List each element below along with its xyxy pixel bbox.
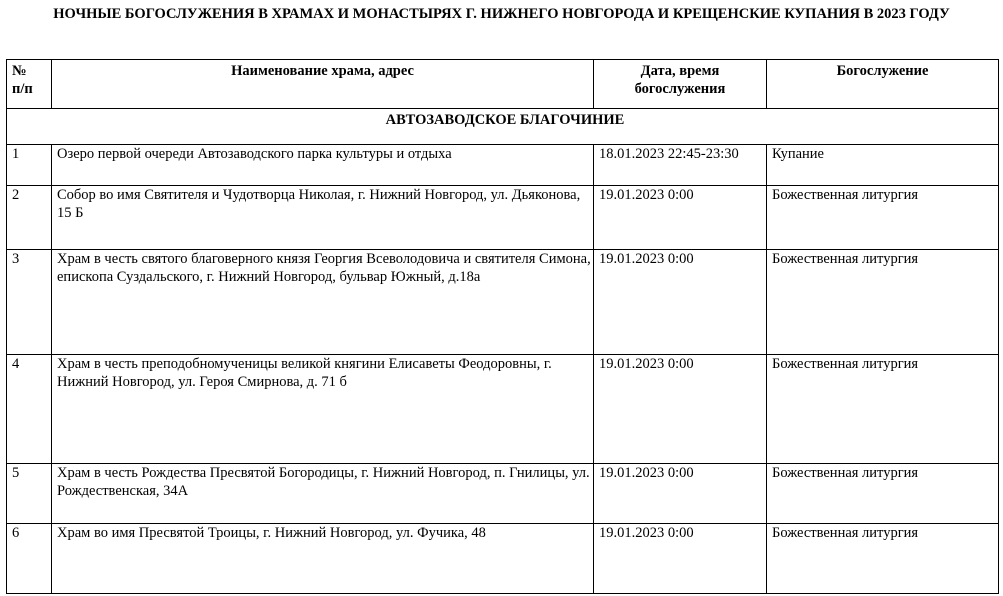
document-title: НОЧНЫЕ БОГОСЛУЖЕНИЯ В ХРАМАХ И МОНАСТЫРЯХ Г. НИЖНЕГО НОВГОРОДА И КРЕЩЕНСКИЕ КУПАНИЯ В 2023 ГОДУ: [53, 6, 950, 22]
table-row: [7, 250, 999, 355]
table-row: [7, 464, 999, 524]
row-number: 3: [7, 250, 52, 355]
header-name: Наименование храма, адрес: [52, 60, 594, 109]
header-number: [7, 60, 52, 109]
row-number: 5: [7, 464, 52, 524]
table-row: [7, 524, 999, 594]
row-service: Божественная литургия: [767, 186, 999, 250]
row-number: 1: [7, 145, 52, 186]
row-service: Божественная литургия: [767, 524, 999, 594]
row-number: 2: [7, 186, 52, 250]
row-name: Храм в честь Рождества Пресвятой Богородицы, г. Нижний Новгород, п. Гнилицы, ул. Рождественская, 34А: [52, 464, 594, 524]
header-datetime-line2: богослужения: [634, 81, 726, 97]
row-datetime: 19.01.2023 0:00: [594, 250, 767, 355]
table-row: [7, 355, 999, 464]
header-datetime-line1: Дата, время: [640, 63, 720, 79]
table-row: [7, 186, 999, 250]
row-name: Храм в честь святого благоверного князя Георгия Всеволодовича и святителя Симона, епископа Суздальского, г. Нижний Новгород, бульвар Южный, д.18а: [52, 250, 594, 355]
header-datetime: [594, 60, 767, 109]
row-datetime: 19.01.2023 0:00: [594, 355, 767, 464]
header-service: Богослужение: [767, 60, 999, 109]
row-datetime: 19.01.2023 0:00: [594, 464, 767, 524]
row-datetime: 19.01.2023 0:00: [594, 186, 767, 250]
row-name: Собор во имя Святителя и Чудотворца Николая, г. Нижний Новгород, ул. Дьяконова, 15 Б: [52, 186, 594, 250]
row-service: Божественная литургия: [767, 355, 999, 464]
header-number-line1: №: [12, 63, 27, 79]
header-number-line2: п/п: [12, 81, 33, 97]
row-service: Божественная литургия: [767, 464, 999, 524]
row-number: 6: [7, 524, 52, 594]
table-header-row: [7, 60, 999, 109]
row-name: Храм в честь преподобномученицы великой княгини Елисаветы Феодоровны, г. Нижний Новгород, ул. Героя Смирнова, д. 71 б: [52, 355, 594, 464]
section-row: [7, 109, 999, 145]
row-name: Храм во имя Пресвятой Троицы, г. Нижний Новгород, ул. Фучика, 48: [52, 524, 594, 594]
row-number: 4: [7, 355, 52, 464]
services-table: [6, 59, 999, 594]
section-title: АВТОЗАВОДСКОЕ БЛАГОЧИНИЕ: [7, 109, 999, 145]
table-row: [7, 145, 999, 186]
row-datetime: 19.01.2023 0:00: [594, 524, 767, 594]
row-datetime: 18.01.2023 22:45-23:30: [594, 145, 767, 186]
row-service: Божественная литургия: [767, 250, 999, 355]
row-service: Купание: [767, 145, 999, 186]
row-name: Озеро первой очереди Автозаводского парка культуры и отдыха: [52, 145, 594, 186]
